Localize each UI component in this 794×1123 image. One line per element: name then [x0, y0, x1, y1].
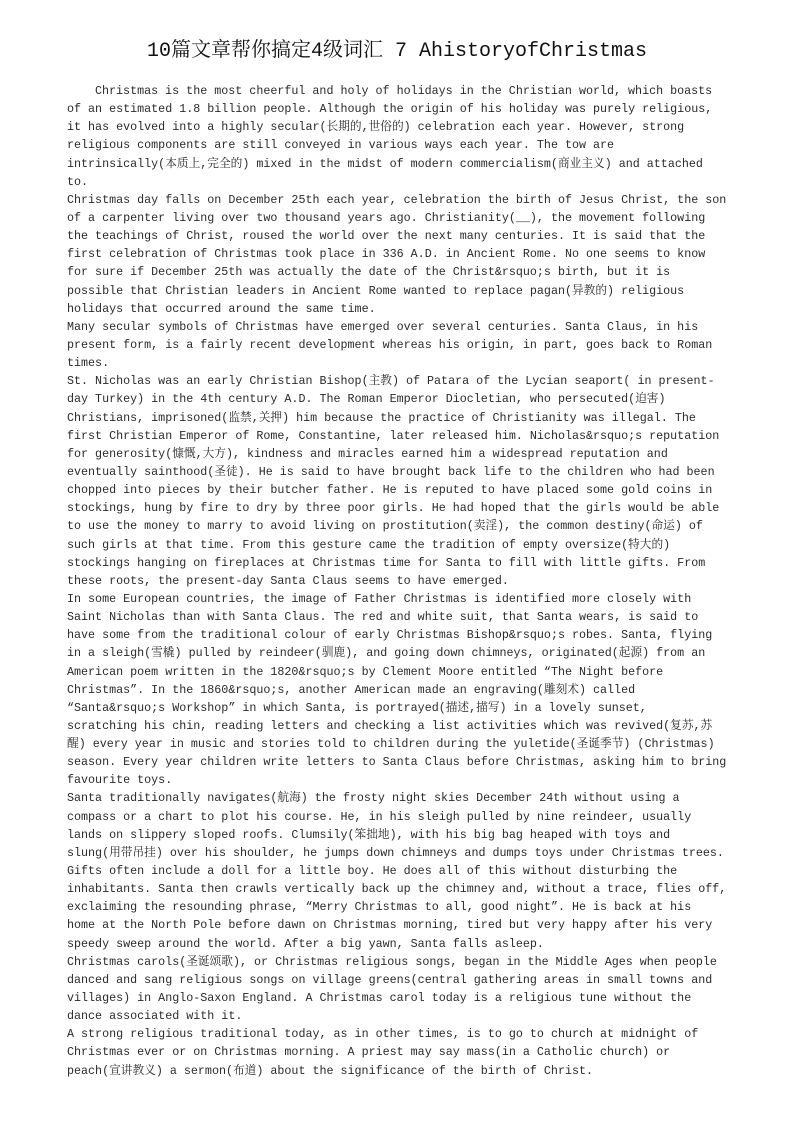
- text-line: to use the money to marry to avoid living on prostitution(卖淫), the common destiny(命运) of: [67, 519, 703, 534]
- text-line: eventually sainthood(圣徒). He is said to have brought back life to the children who had been: [67, 464, 715, 479]
- text-line: villages) in Anglo-Saxon England. A Christmas carol today is a religious tune without the: [67, 991, 692, 1006]
- text-line: times.: [67, 356, 110, 371]
- paragraph: [67, 953, 747, 1026]
- text-line: speedy sweep around the world. After a big yawn, Santa falls asleep.: [67, 936, 544, 951]
- text-line: such girls at that time. From this gesture came the tradition of empty oversize(特大的): [67, 537, 671, 552]
- text-line: in a sleigh(雪橇) pulled by reindeer(驯鹿), and going down chimneys, originated(起源) from an: [67, 646, 706, 661]
- text-line: In some European countries, the image of Father Christmas is identified more closely with: [67, 591, 692, 606]
- text-line: stockings, hung by fire to dry by three poor girls. He had hoped that the girls would be able: [67, 501, 720, 516]
- text-line: slung(用带吊挂) over his shoulder, he jumps down chimneys and dumps toys under Christmas trees.: [67, 845, 724, 860]
- article-body: [67, 82, 747, 1080]
- text-line: day Turkey) in the 4th century A.D. The Roman Emperor Diocletian, who persecuted(迫害): [67, 392, 666, 407]
- text-line: dance associated with it.: [67, 1009, 243, 1024]
- text-line: to.: [67, 174, 89, 189]
- text-line: of a carpenter living over two thousand years ago. Christianity(__), the movement following: [67, 210, 706, 225]
- text-line: first Christian Emperor of Rome, Constantine, later released him. Nicholas&rsquo;s reputation: [67, 428, 720, 443]
- text-line: Christmas carols(圣诞颂歌), or Christmas religious songs, began in the Middle Ages when people: [67, 954, 717, 969]
- text-line: 醒) every year in music and stories told to children during the yuletide(圣诞季节) (Christmas): [67, 737, 715, 752]
- text-line: for generosity(慷慨,大方), kindness and miracles earned him a widespread reputation and: [67, 446, 668, 461]
- text-line: stockings hanging on fireplaces at Christmas time for Santa to fill with little gifts. From: [67, 555, 706, 570]
- text-line: exclaiming the resounding phrase, “Merry Christmas to all, good night”. He is back at his: [67, 900, 692, 915]
- paragraph: [67, 590, 747, 790]
- text-line: Saint Nicholas than with Santa Claus. The red and white suit, that Santa wears, is said to: [67, 610, 699, 625]
- text-line: Gifts often include a doll for a little boy. He does all of this without disturbing the: [67, 864, 678, 879]
- text-line: these roots, the present-day Santa Claus seems to have emerged.: [67, 573, 509, 588]
- paragraph: [67, 1025, 747, 1079]
- text-line: holidays that occurred around the same time.: [67, 301, 376, 316]
- text-line: Santa traditionally navigates(航海) the frosty night skies December 24th without using a: [67, 791, 680, 806]
- text-line: Christmas day falls on December 25th each year, celebration the birth of Jesus Christ, the son: [67, 192, 727, 207]
- text-line: have some from the traditional colour of early Christmas Bishop&rsquo;s robes. Santa, flying: [67, 628, 713, 643]
- text-line: inhabitants. Santa then crawls vertically back up the chimney and, without a trace, flies off,: [67, 882, 727, 897]
- paragraph: [67, 191, 747, 318]
- text-line: intrinsically(本质上,完全的) mixed in the midst of modern commercialism(商业主义) and attached: [67, 156, 703, 171]
- text-line: A strong religious traditional today, as in other times, is to go to church at midnight of: [67, 1027, 699, 1042]
- text-line: possible that Christian leaders in Ancient Rome wanted to replace pagan(异教的) religious: [67, 283, 685, 298]
- text-line: American poem written in the 1820&rsquo;s by Clement Moore entitled “The Night before: [67, 664, 664, 679]
- paragraph: [67, 789, 747, 952]
- paragraph: [67, 318, 747, 372]
- text-line: religious components are still conveyed in various ways each year. The tow are: [67, 138, 615, 153]
- text-line: Christians, imprisoned(监禁,关押) him because the practice of Christianity was illegal. The: [67, 410, 696, 425]
- text-line: present form, is a fairly recent development whereas his origin, in part, goes back to Roman: [67, 337, 713, 352]
- text-line: for sure if December 25th was actually the date of the Christ&rsquo;s birth, but it is: [67, 265, 671, 280]
- text-line: Many secular symbols of Christmas have emerged over several centuries. Santa Claus, in his: [67, 319, 699, 334]
- text-line: lands on slippery sloped roofs. Clumsily(笨拙地), with his big bag heaped with toys and: [67, 827, 671, 842]
- text-line: home at the North Pole before dawn on Christmas morning, tired but very happy after his very: [67, 918, 713, 933]
- text-line: it has evolved into a highly secular(长期的,世俗的) celebration each year. However, strong: [67, 120, 685, 135]
- text-line: scratching his chin, reading letters and checking a list activities which was revived(复苏,苏: [67, 718, 713, 733]
- text-line: season. Every year children write letters to Santa Claus before Christmas, asking him to bring: [67, 755, 727, 770]
- text-line: Christmas is the most cheerful and holy of holidays in the Christian world, which boasts: [95, 84, 713, 98]
- paragraph: [67, 82, 747, 191]
- text-line: danced and sang religious songs on village greens(central gathering areas in small towns and: [67, 972, 713, 987]
- document-title: 10篇文章帮你搞定4级词汇 7 AhistoryofChristmas: [146, 40, 648, 63]
- text-line: Christmas”. In the 1860&rsquo;s, another American made an engraving(雕刻术) called: [67, 682, 636, 697]
- paragraph: [67, 372, 747, 590]
- text-line: St. Nicholas was an early Christian Bishop(主教) of Patara of the Lycian seaport( in present-: [67, 374, 715, 389]
- text-line: of an estimated 1.8 billion people. Although the origin of his holiday was purely religious,: [67, 102, 713, 117]
- text-line: the teachings of Christ, roused the world over the next many centuries. It is said that the: [67, 229, 706, 244]
- text-line: favourite toys.: [67, 773, 173, 788]
- text-line: Christmas ever or on Christmas morning. A priest may say mass(in a Catholic church) or: [67, 1045, 671, 1060]
- text-line: first celebration of Christmas took place in 336 A.D. in Ancient Rome. No one seems to know: [67, 247, 706, 262]
- text-line: “Santa&rsquo;s Workshop” in which Santa, is portrayed(描述,描写) in a lovely sunset,: [67, 700, 647, 715]
- text-line: peach(宣讲教义) a sermon(布道) about the significance of the birth of Christ.: [67, 1063, 594, 1078]
- text-line: compass or a chart to plot his course. He, in his sleigh pulled by nine reindeer, usually: [67, 809, 692, 824]
- text-line: chopped into pieces by their butcher father. He is reputed to have placed some gold coins in: [67, 483, 713, 498]
